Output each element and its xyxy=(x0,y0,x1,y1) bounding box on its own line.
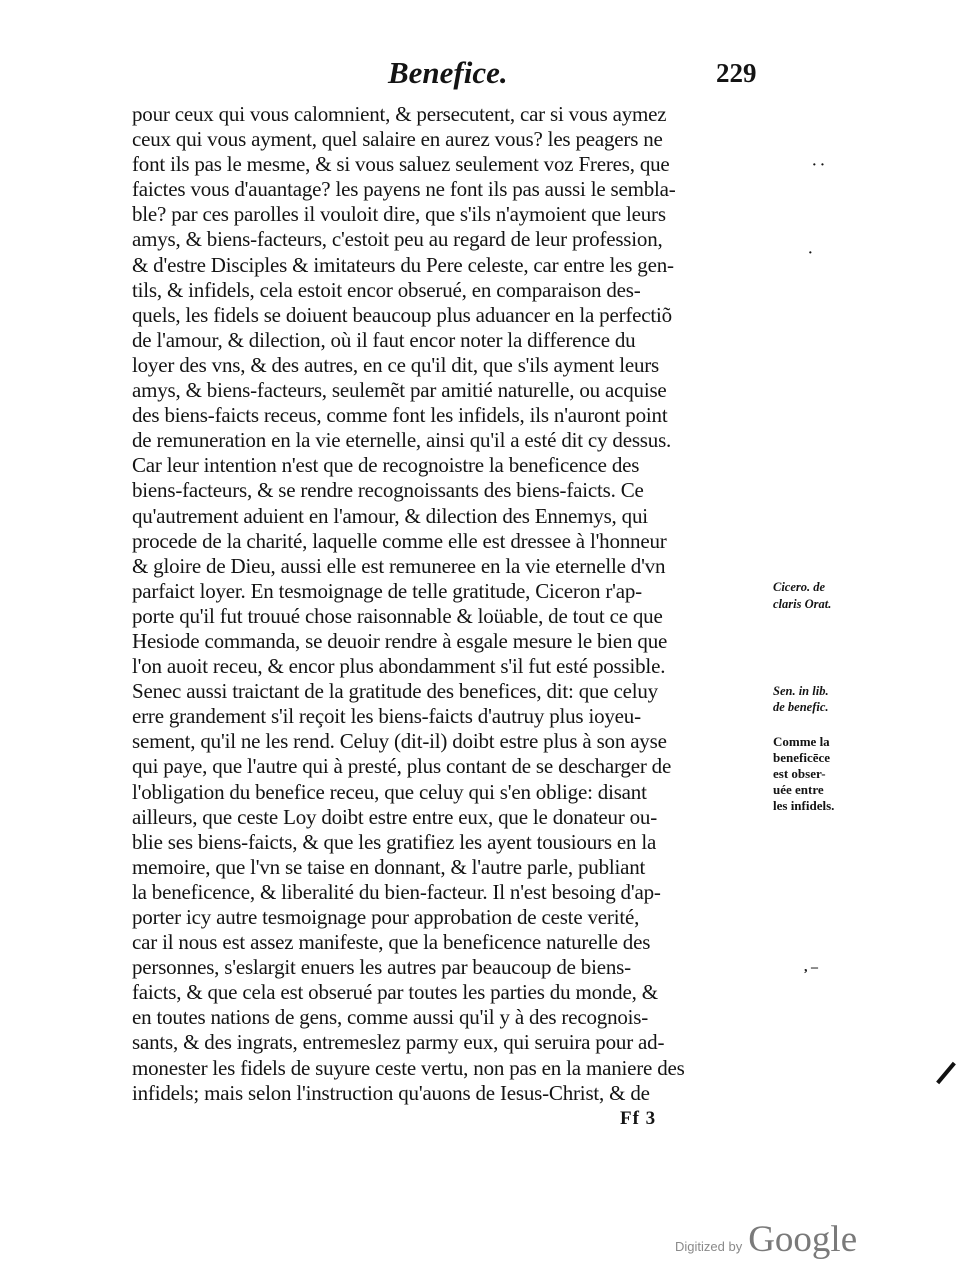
text-line: memoire, que l'vn se taise en donnant, & l'autre parle, publiant xyxy=(132,854,646,879)
text-line: car il nous est assez manifeste, que la beneficence naturelle des xyxy=(132,930,651,955)
text-line: porter icy autre tesmoignage pour approbation de ceste verité, xyxy=(132,905,640,929)
text-line: blie ses biens-faicts, & que les gratifiez les ayent tousiours en la xyxy=(132,829,657,854)
text-line: qui paye, que l'autre qui à presté, plus contant de se descharger de xyxy=(132,754,672,779)
marginal-note-seneca: de benefic. xyxy=(773,700,829,714)
text-line: faictes vous d'auantage? les payens ne font ils pas aussi le sembla- xyxy=(132,177,676,202)
text-line: erre grandement s'il reçoit les biens-faicts d'autruy plus ioyeu- xyxy=(132,704,641,729)
text-line: ailleurs, que ceste Loy doibt estre entre eux, que le donateur ou- xyxy=(132,804,658,829)
text-line: biens-facteurs, & se rendre recognoissants des biens-faicts. Ce xyxy=(132,478,644,503)
text-line: qu'autrement aduient en l'amour, & dilection des Ennemys, qui xyxy=(132,503,648,528)
text-line: monester les fidels de suyure ceste vertu, non pas en la maniere des xyxy=(132,1055,685,1080)
text-line: amys, & biens-facteurs, c'estoit peu au regard de leur profession, xyxy=(132,227,663,252)
text-line: procede de la charité, laquelle comme elle est dressee à l'honneur xyxy=(132,528,667,553)
text-line: de l'amour, & dilection, où il faut encor noter la difference du xyxy=(132,327,636,352)
text-line: faicts, & que cela est obserué par toutes les parties du monde, & xyxy=(132,980,658,1005)
text-line: & d'estre Disciples & imitateurs du Pere celeste, car entre les gen- xyxy=(132,252,674,277)
google-logo: Google xyxy=(748,1219,858,1260)
marginal-gloss: uée entre xyxy=(773,782,824,797)
marginal-gloss: est obser- xyxy=(773,766,826,781)
text-line: ceux qui vous ayment, quel salaire en aurez vous? les peagers ne xyxy=(132,127,663,152)
text-line: sement, qu'il ne les rend. Celuy (dit-il) doibt estre plus à son ayse xyxy=(132,729,667,754)
text-line: l'obligation du benefice receu, que celuy qui s'en oblige: disant xyxy=(132,779,647,804)
text-line: parfaict loyer. En tesmoignage de telle gratitude, Ciceron r'ap- xyxy=(132,578,642,603)
ink-mark xyxy=(936,1062,956,1084)
text-line: quels, les fidels se doiuent beaucoup plus aduancer en la perfectiõ xyxy=(132,302,672,327)
watermark-prefix: Digitized by xyxy=(675,1239,743,1254)
text-line: en toutes nations de gens, comme aussi qu'il y à des recognois- xyxy=(132,1005,649,1030)
signature-mark: Ff 3 xyxy=(620,1108,657,1129)
text-line: l'on auoit receu, & encor plus abondamment s'il fut esté possible. xyxy=(132,654,666,679)
text-line: Car leur intention n'est que de recognoistre la beneficence des xyxy=(132,453,640,478)
marginal-gloss: Comme la xyxy=(773,734,830,749)
text-line: Senec aussi traictant de la gratitude des benefices, dit: que celuy xyxy=(132,679,658,704)
marginal-gloss: les infidels. xyxy=(773,798,835,813)
body-text xyxy=(132,102,772,1106)
text-line: Hesiode commanda, se deuoir rendre à esgale mesure le bien que xyxy=(132,628,668,653)
ink-speck: , – xyxy=(804,960,818,975)
ink-speck: · · xyxy=(812,158,825,173)
text-line: & gloire de Dieu, aussi elle est remuneree en la vie eternelle d'vn xyxy=(132,553,666,578)
running-head: Benefice. xyxy=(388,55,508,90)
marginal-note-cicero: claris Orat. xyxy=(773,597,832,611)
text-line: loyer des vns, & des autres, en ce qu'il dit, que s'ils ayment leurs xyxy=(132,352,660,377)
text-line: des biens-faicts receus, comme font les infidels, ils n'auront point xyxy=(132,403,668,428)
page-number: 229 xyxy=(716,58,757,88)
marginal-note-cicero: Cicero. de xyxy=(773,580,826,594)
marginal-note-seneca: Sen. in lib. xyxy=(773,684,829,698)
text-line: font ils pas le mesme, & si vous saluez seulement voz Freres, que xyxy=(132,152,670,177)
text-line: sants, & des ingrats, entremeslez parmy eux, qui seruira pour ad- xyxy=(132,1030,665,1055)
ink-speck: · xyxy=(808,246,813,261)
text-line: tils, & infidels, cela estoit encor obserué, en comparaison des- xyxy=(132,277,641,302)
digitization-watermark xyxy=(675,1218,857,1261)
text-line: de remuneration en la vie eternelle, ainsi qu'il a esté dit cy dessus. xyxy=(132,428,672,453)
text-line: infidels; mais selon l'instruction qu'auons de Iesus-Christ, & de xyxy=(132,1080,650,1105)
text-line: ble? par ces parolles il vouloit dire, que s'ils n'aymoient que leurs xyxy=(132,202,666,227)
text-line: porte qu'il fut trouué chose raisonnable & loüable, de tout ce que xyxy=(132,603,663,628)
text-line: personnes, s'eslargit enuers les autres par beaucoup de biens- xyxy=(132,955,631,980)
text-line: amys, & biens-facteurs, seulemẽt par amitié naturelle, ou acquise xyxy=(132,378,667,403)
text-line: pour ceux qui vous calomnient, & persecutent, car si vous aymez xyxy=(132,102,667,126)
text-line: la beneficence, & liberalité du bien-facteur. Il n'est besoing d'ap- xyxy=(132,879,661,904)
marginal-gloss: beneficēce xyxy=(773,750,831,765)
